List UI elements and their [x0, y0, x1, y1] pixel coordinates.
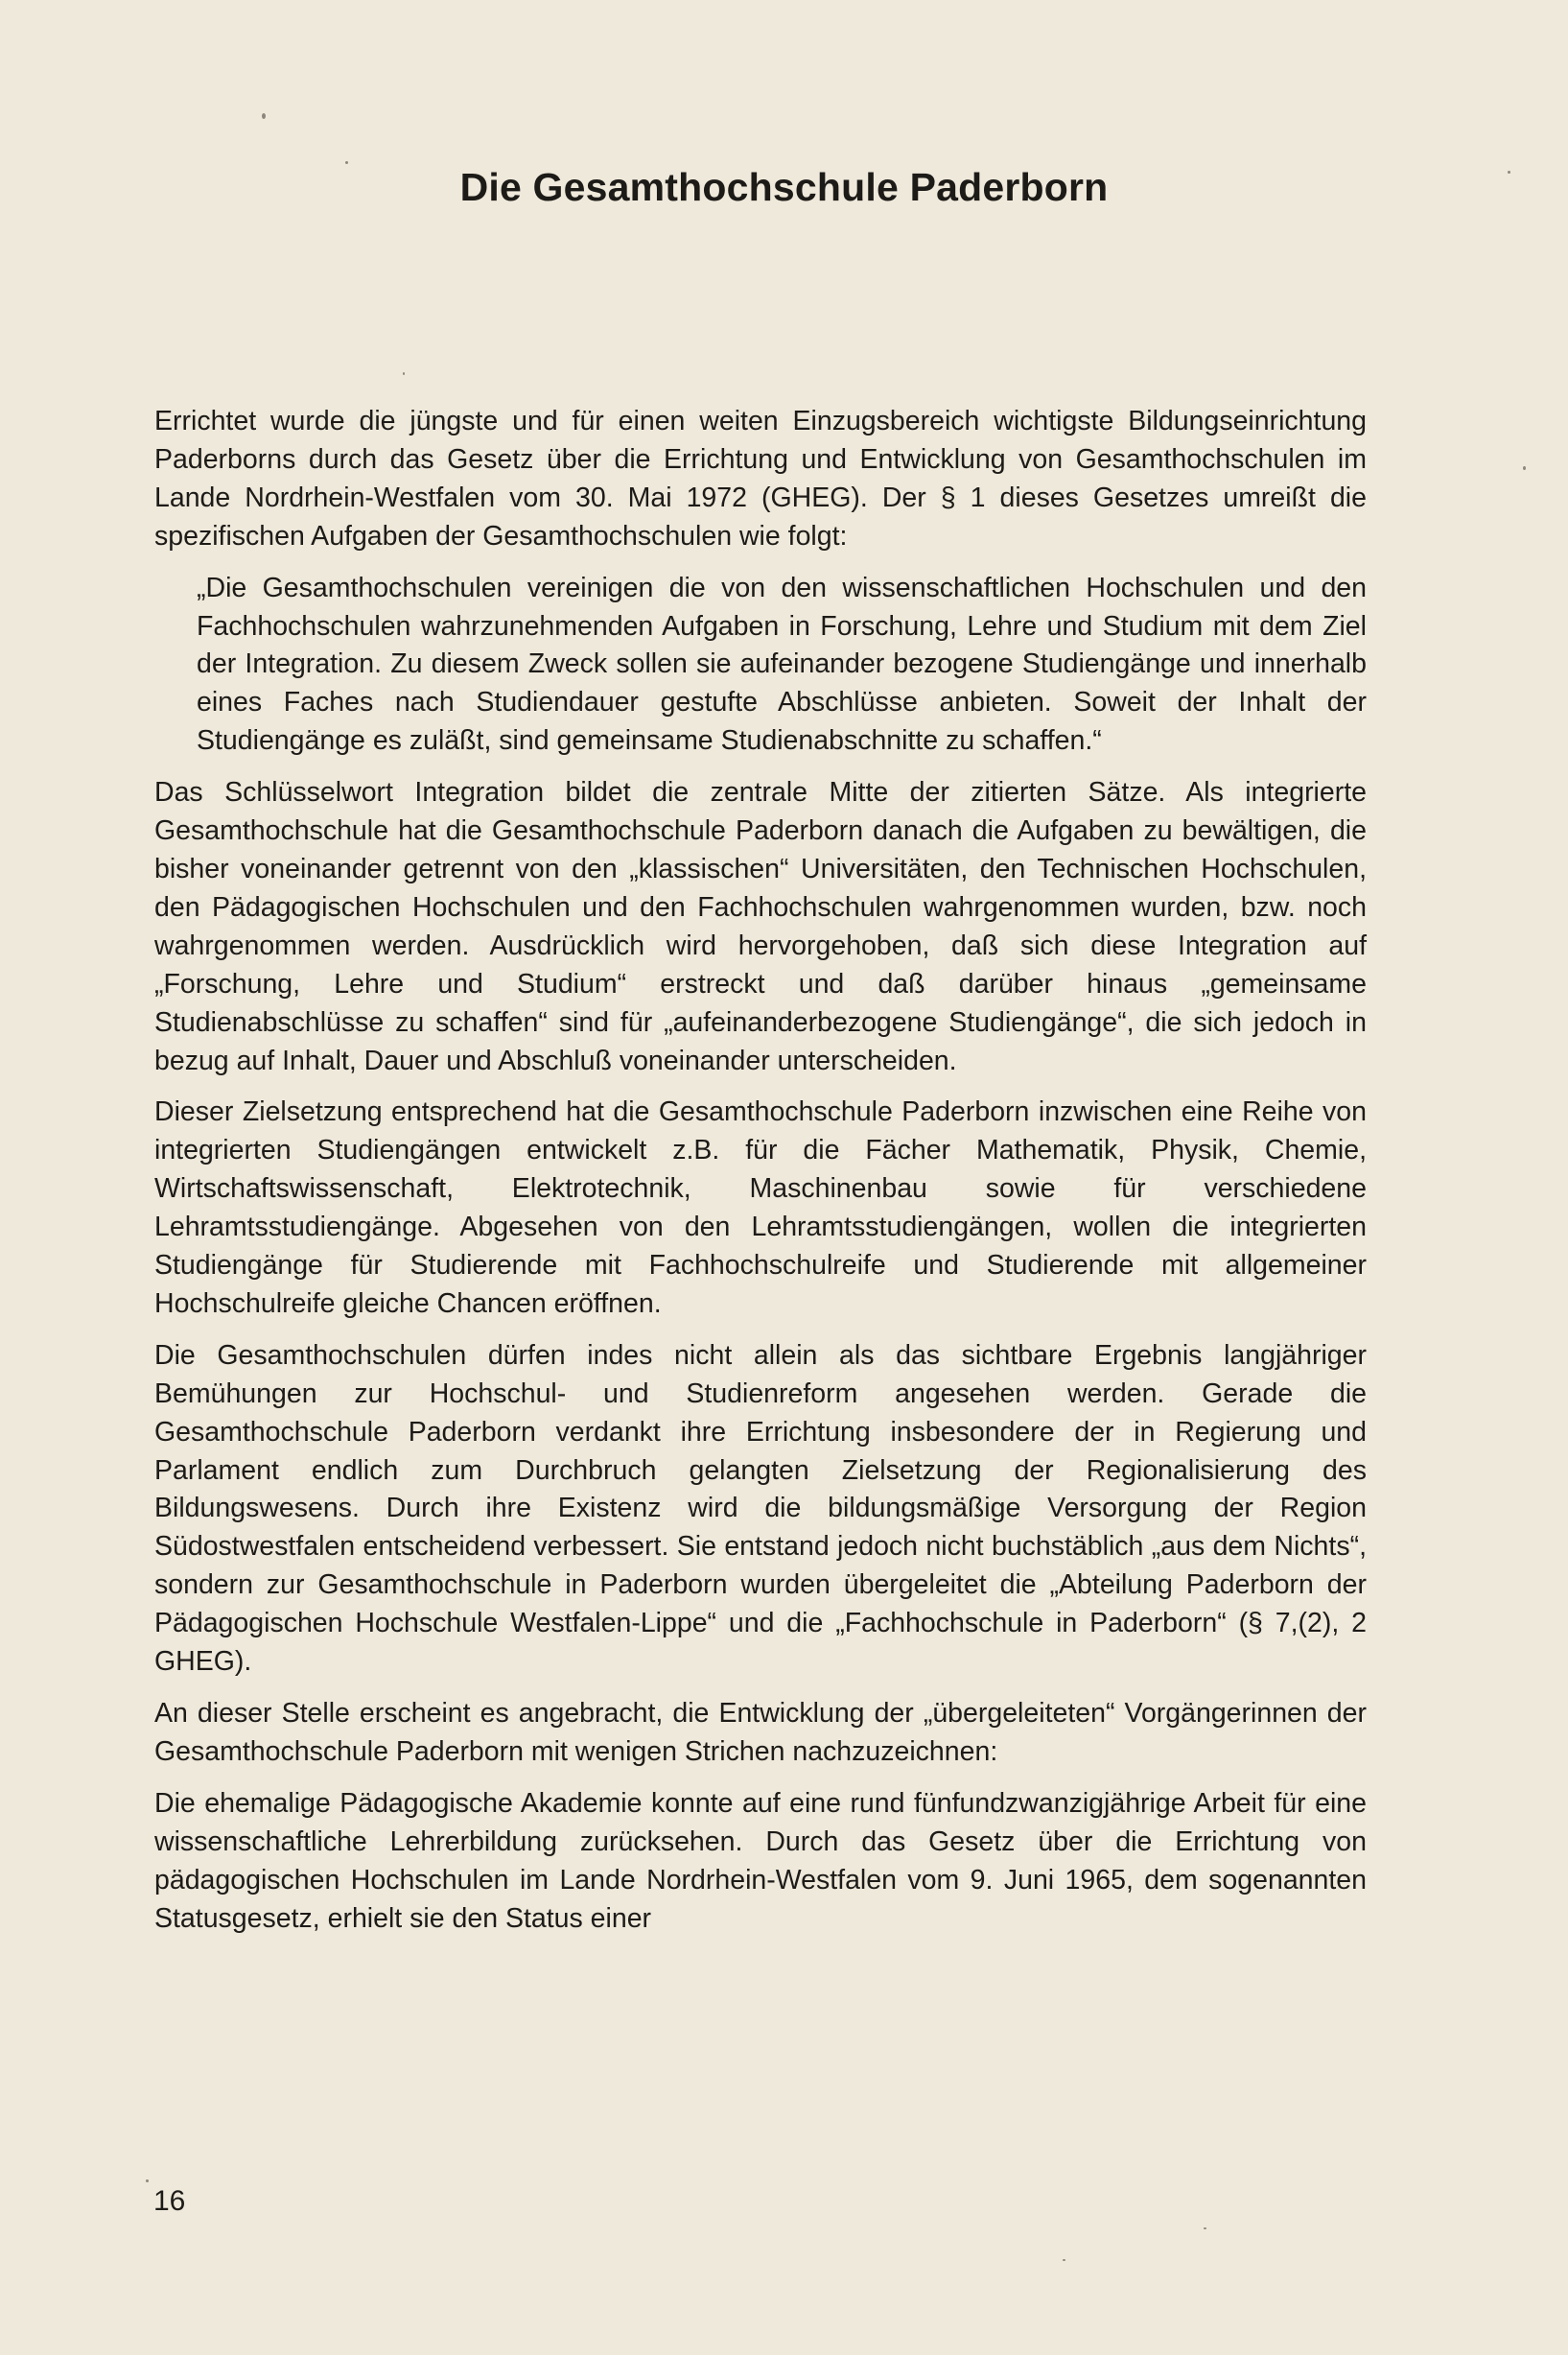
paper-speck: [262, 113, 266, 119]
paragraph-academy: Die ehemalige Pädagogische Akademie konnte auf eine rund fünfundzwanzigjährige Arbeit für eine wissenschaftliche Lehrerbildung zurücksehen. Durch das Gesetz über die Errichtung von pädagogischen Hochschulen im Lande Nordrhein-Westfalen vom 9. Juni 1965, dem sogenannten Statusgesetz, erhielt sie den Status einer: [154, 1787, 1367, 1934]
paper-speck: [1523, 466, 1526, 470]
paragraph-regionalization: Die Gesamthochschulen dürfen indes nicht allein als das sichtbare Ergebnis langjähriger Bemühungen zur Hochschul- und Studienreform angesehen werden. Gerade die Gesamthochschule Paderborn verdankt ihre Errichtung insbesondere der in Regierung und Parlament endlich zum Durchbruch gelangten Zielsetzung der Regionalisierung des Bildungswesens. Durch ihre Existenz wird die bildungsmäßige Versorgung der Region Südostwestfalen entscheidend verbessert. Sie entstand jedoch nicht buchstäblich „aus dem Nichts“, sondern zur Gesamthochschule in Paderborn wurden übergeleitet die „Abteilung Paderborn der Pädagogischen Hochschule Westfalen-Lippe“ und die „Fachhochschule in Paderborn“ (§ 7,(2), 2 GHEG).: [154, 1339, 1367, 1678]
body-text: [154, 403, 1367, 1951]
paper-speck: [1204, 2227, 1206, 2229]
paper-speck: [1508, 171, 1510, 174]
paper-speck: [345, 161, 348, 164]
paper-speck: [1063, 2259, 1065, 2261]
paragraph-study-programs: Dieser Zielsetzung entsprechend hat die Gesamthochschule Paderborn inzwischen eine Reihe von integrierten Studiengängen entwickelt z.B. für die Fächer Mathematik, Physik, Chemie, Wirtschaftswissenschaft, Elektrotechnik, Maschinenbau sowie für verschiedene Lehramtsstudiengänge. Abgesehen von den Lehramtsstudiengängen, wollen die integrierten Studiengänge für Studierende mit Fachhochschulreife und Studierende mit allgemeiner Hochschulreife gleiche Chancen eröffnen.: [154, 1096, 1367, 1319]
page-title: Die Gesamthochschule Paderborn: [459, 165, 1109, 209]
paper-speck: [146, 2179, 149, 2182]
page-number: 16: [153, 2185, 186, 2217]
paragraph-quote-ghege: „Die Gesamthochschulen vereinigen die von den wissenschaftlichen Hochschulen und den Fachhochschulen wahrzunehmenden Aufgaben in Forschung, Lehre und Studium mit dem Ziel der Integration. Zu diesem Zweck sollen sie aufeinander bezogene Studiengänge und innerhalb eines Faches nach Studiendauer gestufte Abschlüsse anbieten. Soweit der Inhalt der Studiengänge es zuläßt, sind gemeinsame Studienabschnitte zu schaffen.“: [197, 572, 1367, 757]
paragraph-introduction: Errichtet wurde die jüngste und für einen weiten Einzugsbereich wichtigste Bildungseinrichtung Paderborns durch das Gesetz über die Errichtung und Entwicklung von Gesamthochschulen im Lande Nordrhein-Westfalen vom 30. Mai 1972 (GHEG). Der § 1 dieses Gesetzes umreißt die spezifischen Aufgaben der Gesamthochschulen wie folgt:: [154, 406, 1367, 552]
paragraph-integration: Das Schlüsselwort Integration bildet die zentrale Mitte der zitierten Sätze. Als integrierte Gesamthochschule hat die Gesamthochschule Paderborn danach die Aufgaben zu bewältigen, die bisher voneinander getrennt von den „klassischen“ Universitäten, den Technischen Hochschulen, den Pädagogischen Hochschulen und den Fachhochschulen wahrgenommen wurden, bzw. noch wahrgenommen werden. Ausdrücklich wird hervorgehoben, daß sich diese Integration auf „Forschung, Lehre und Studium“ erstreckt und daß darüber hinaus „gemeinsame Studienabschlüsse zu schaffen“ sind für „aufeinanderbezogene Studiengänge“, die sich jedoch in bezug auf Inhalt, Dauer und Abschluß voneinander unterscheiden.: [154, 777, 1367, 1076]
paragraph-predecessors: An dieser Stelle erscheint es angebracht, die Entwicklung der „übergeleiteten“ Vorgängerinnen der Gesamthochschule Paderborn mit wenigen Strichen nachzuzeichnen:: [154, 1698, 1367, 1767]
paper-speck: [403, 372, 405, 375]
